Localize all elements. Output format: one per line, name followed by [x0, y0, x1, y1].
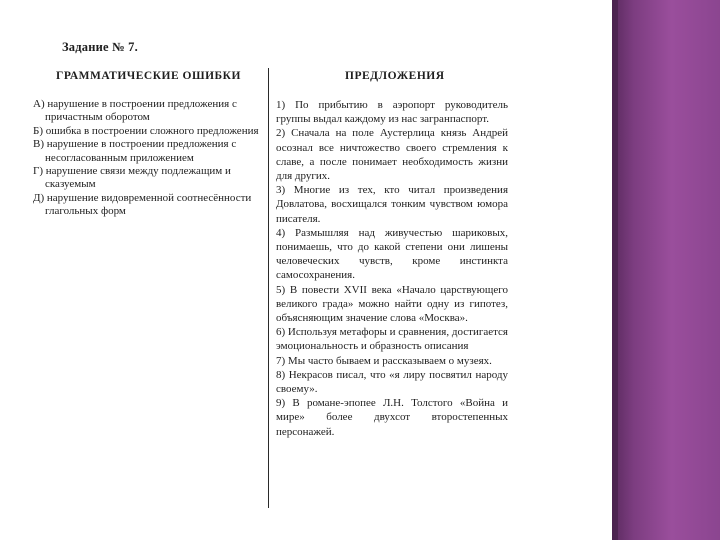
sentence-5: 5) В повести XVII века «Начало царствующего великого града» можно найти одну из гипотез, объясняющим значение слова «Москва».	[276, 283, 508, 325]
error-item-v: В) нарушение в построении предложения с несогласованным приложением	[33, 138, 237, 164]
error-item-a: А) нарушение в построении предложения с причастным оборотом	[33, 98, 237, 124]
task-title: Задание № 7.	[62, 40, 138, 54]
column-divider	[268, 68, 269, 508]
sentence-4: 4) Размышляя над живучестью шариковых, понимаешь, что до какой степени они лишены человеческих чувств, кроме инстинкта самосохранения.	[276, 226, 508, 282]
sentence-7: 7) Мы часто бываем и рассказываем о музеях.	[276, 354, 492, 367]
sentence-3: 3) Многие из тех, кто читал произведения Довлатова, восхищался тонким чувством юмора писателя.	[276, 184, 508, 225]
sentence-8: 8) Некрасов писал, что «я лиру посвятил народу своему».	[276, 368, 508, 396]
sentence-6: 6) Используя метафоры и сравнения, достигается эмоциональность и образность описания	[276, 326, 508, 353]
error-item-b: Б) ошибка в построении сложного предложения	[33, 124, 259, 137]
errors-list	[33, 98, 261, 219]
sentence-9: 9) В романе-эпопее Л.Н. Толстого «Война и мире» более двухсот второстепенных персонажей.	[276, 397, 508, 438]
sentence-1: 1) По прибытию в аэропорт руководитель группы выдал каждому из нас загранпаспорт.	[276, 99, 508, 126]
decorative-side-panel	[612, 0, 720, 540]
errors-column-header: ГРАММАТИЧЕСКИЕ ОШИБКИ	[56, 70, 241, 82]
sentence-2: 2) Сначала на поле Аустерлица князь Андрей осознал все ничтожество своего стремления к славе, а после понимает необходимость жизни для других.	[276, 127, 508, 183]
error-item-d: Д) нарушение видовременной соотнесённости глагольных форм	[33, 191, 252, 218]
error-item-g: Г) нарушение связи между подлежащим и сказуемым	[33, 165, 231, 191]
sentences-list	[276, 98, 508, 439]
side-panel-edge	[612, 0, 618, 540]
sentences-column-header: ПРЕДЛОЖЕНИЯ	[345, 70, 445, 82]
